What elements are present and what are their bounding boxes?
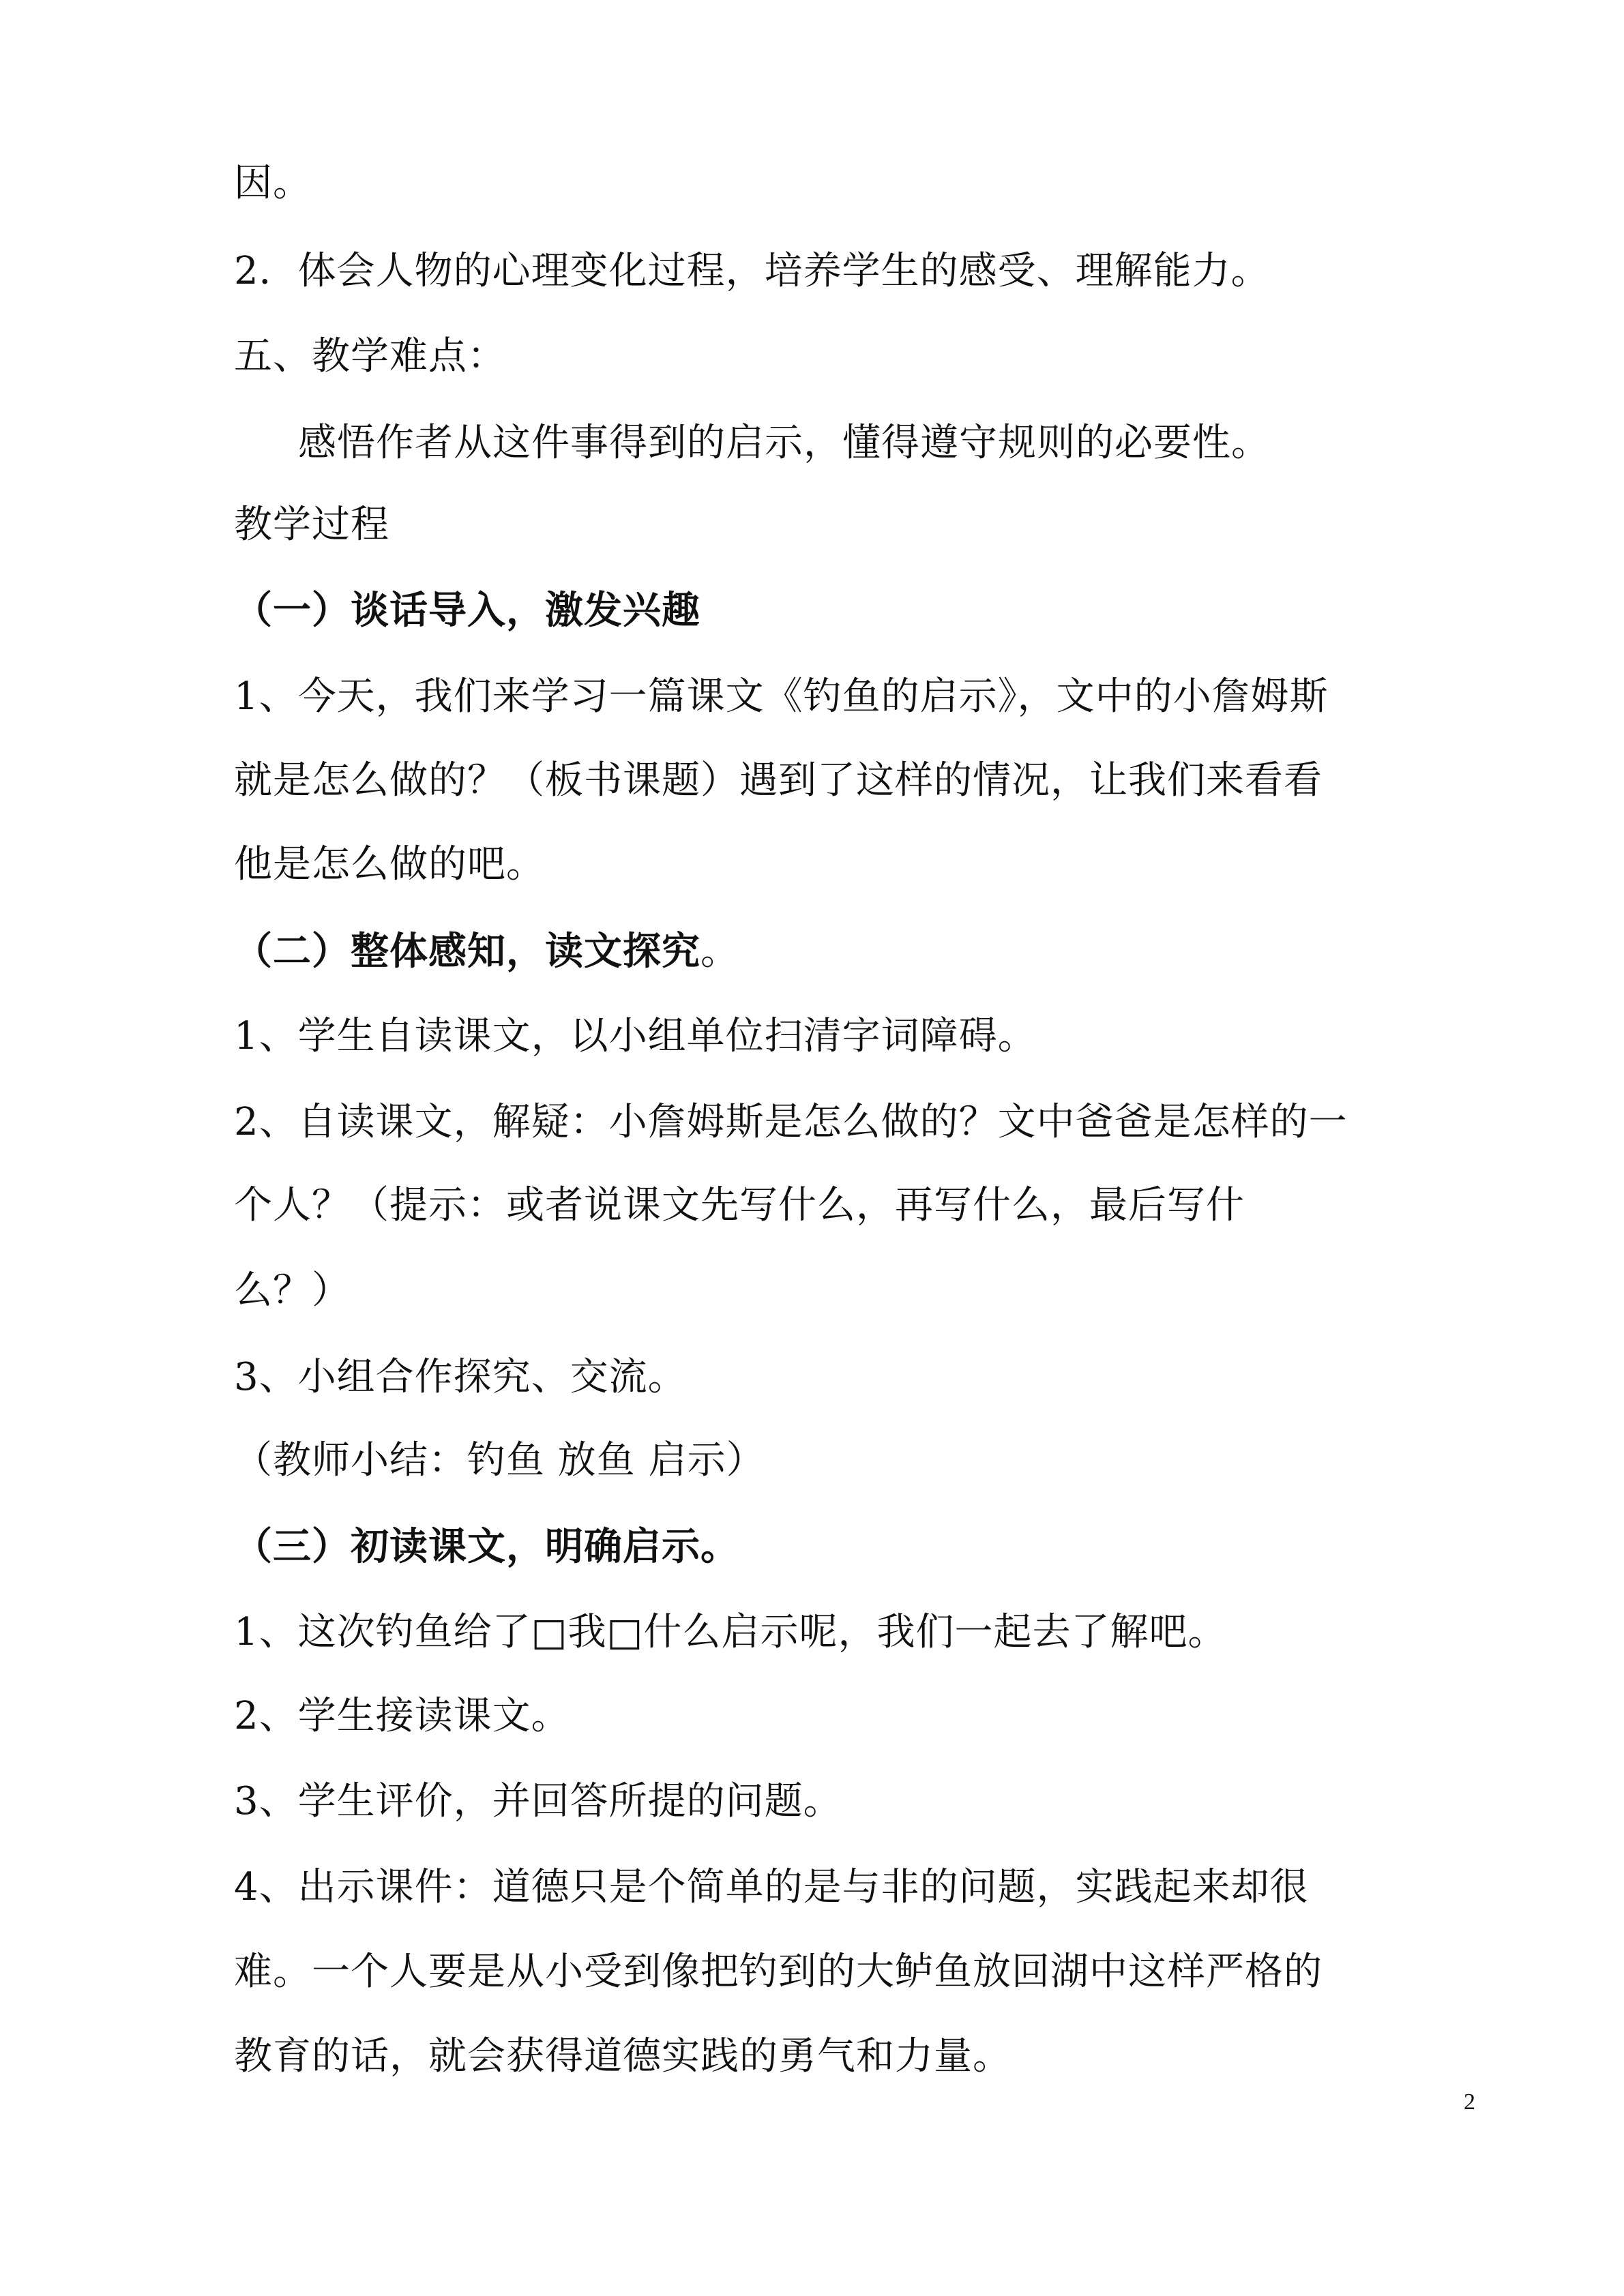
text-line: （教师小结：钓鱼 放鱼 启示） xyxy=(234,1438,765,1482)
text-line: 个人？（提示：或者说课文先写什么，再写什么，最后写什 xyxy=(234,1183,1245,1227)
text-line: 就是怎么做的？（板书课题）遇到了这样的情况，让我们来看看 xyxy=(234,758,1323,803)
text-line: 1、这次钓鱼给了□我□什么启示呢，我们一起去了解吧。 xyxy=(234,1610,1227,1654)
step-heading-2-text: （二）整体感知，读文探究 xyxy=(234,929,700,974)
text-line: 1、今天，我们来学习一篇课文《钓鱼的启示》，文中的小詹姆斯 xyxy=(234,674,1329,719)
section-heading-teaching-process: 教学过程 xyxy=(234,503,389,547)
step-heading-2 xyxy=(234,917,1496,985)
text-line: 感悟作者从这件事得到的启示，懂得遵守规则的必要性。 xyxy=(298,421,1270,465)
text-line: 3、小组合作探究、交流。 xyxy=(234,1355,687,1399)
text-line: 教育的话，就会获得道德实践的勇气和力量。 xyxy=(234,2034,1012,2078)
text-line: 么？） xyxy=(234,1268,351,1313)
text-line: 2．体会人物的心理变化过程，培养学生的感受、理解能力。 xyxy=(234,249,1270,293)
text-line: 4、出示课件：道德只是个简单的是与非的问题，实践起来却很 xyxy=(234,1865,1309,1909)
text-line: 难。一个人要是从小受到像把钓到的大鲈鱼放回湖中这样严格的 xyxy=(234,1950,1323,1994)
text-line: 1、学生自读课文，以小组单位扫清字词障碍。 xyxy=(234,1014,1037,1058)
page-number: 2 xyxy=(1464,2089,1475,2115)
step-heading-3: （三）初读课文，明确启示。 xyxy=(234,1524,739,1569)
section-heading-teaching-difficulty: 五、教学难点： xyxy=(234,334,506,378)
step-heading-2-period: 。 xyxy=(700,929,739,974)
text-line: 2、学生接读课文。 xyxy=(234,1694,570,1738)
text-line: 2、自读课文，解疑：小詹姆斯是怎么做的？文中爸爸是怎样的一 xyxy=(234,1100,1348,1144)
step-heading-1: （一）谈话导入，激发兴趣 xyxy=(234,588,700,633)
text-line: 3、学生评价，并回答所提的问题。 xyxy=(234,1779,842,1823)
text-line: 他是怎么做的吧。 xyxy=(234,842,545,886)
text-line: 因。 xyxy=(234,161,312,205)
